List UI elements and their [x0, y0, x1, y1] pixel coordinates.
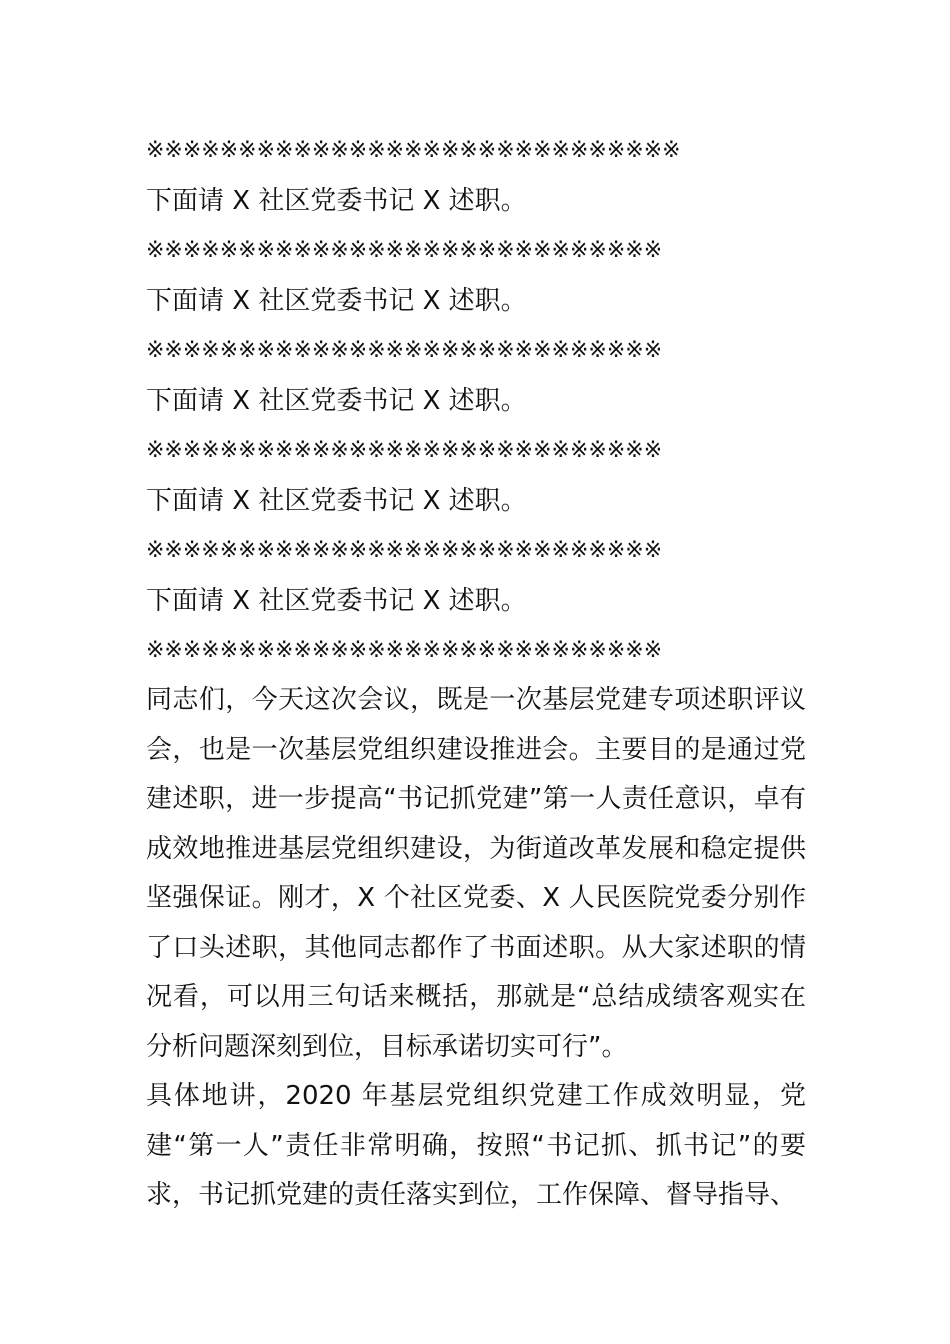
separator-line: ※※※※※※※※※※※※※※※※※※※※※※※※※※※※	[146, 638, 663, 663]
separator-line: ※※※※※※※※※※※※※※※※※※※※※※※※※※※※	[146, 538, 663, 563]
speaker-intro-line: 下面请 X 社区党委书记 X 述职。	[146, 486, 527, 516]
speaker-intro-line: 下面请 X 社区党委书记 X 述职。	[146, 386, 527, 416]
separator-line: ※※※※※※※※※※※※※※※※※※※※※※※※※※※※※	[146, 138, 681, 163]
separator-line: ※※※※※※※※※※※※※※※※※※※※※※※※※※※※	[146, 338, 663, 363]
body-paragraph: 具体地讲，2020 年基层党组织党建工作成效明显，党建“第一人”责任非常明确，按照“书记抓、抓书记”的要求，书记抓党建的责任落实到位，工作保障、督导指导、	[146, 1081, 806, 1210]
document-body	[146, 126, 806, 1221]
body-paragraph: 同志们，今天这次会议，既是一次基层党建专项述职评议会，也是一次基层党组织建设推进会。主要目的是通过党建述职，进一步提高“书记抓党建”第一人责任意识，卓有成效地推进基层党组织建设，为街道改革发展和稳定提供坚强保证。刚才，X 个社区党委、X 人民医院党委分别作了口头述职，其他同志都作了书面述职。从大家述职的情况看，可以用三句话来概括，那就是“总结成绩客观实在分析问题深刻到位，目标承诺切实可行”。	[146, 685, 806, 1062]
speaker-intro-line: 下面请 X 社区党委书记 X 述职。	[146, 286, 527, 316]
speaker-intro-line: 下面请 X 社区党委书记 X 述职。	[146, 186, 527, 216]
separator-line: ※※※※※※※※※※※※※※※※※※※※※※※※※※※※	[146, 238, 663, 263]
speaker-intro-line: 下面请 X 社区党委书记 X 述职。	[146, 586, 527, 616]
separator-line: ※※※※※※※※※※※※※※※※※※※※※※※※※※※※	[146, 438, 663, 463]
